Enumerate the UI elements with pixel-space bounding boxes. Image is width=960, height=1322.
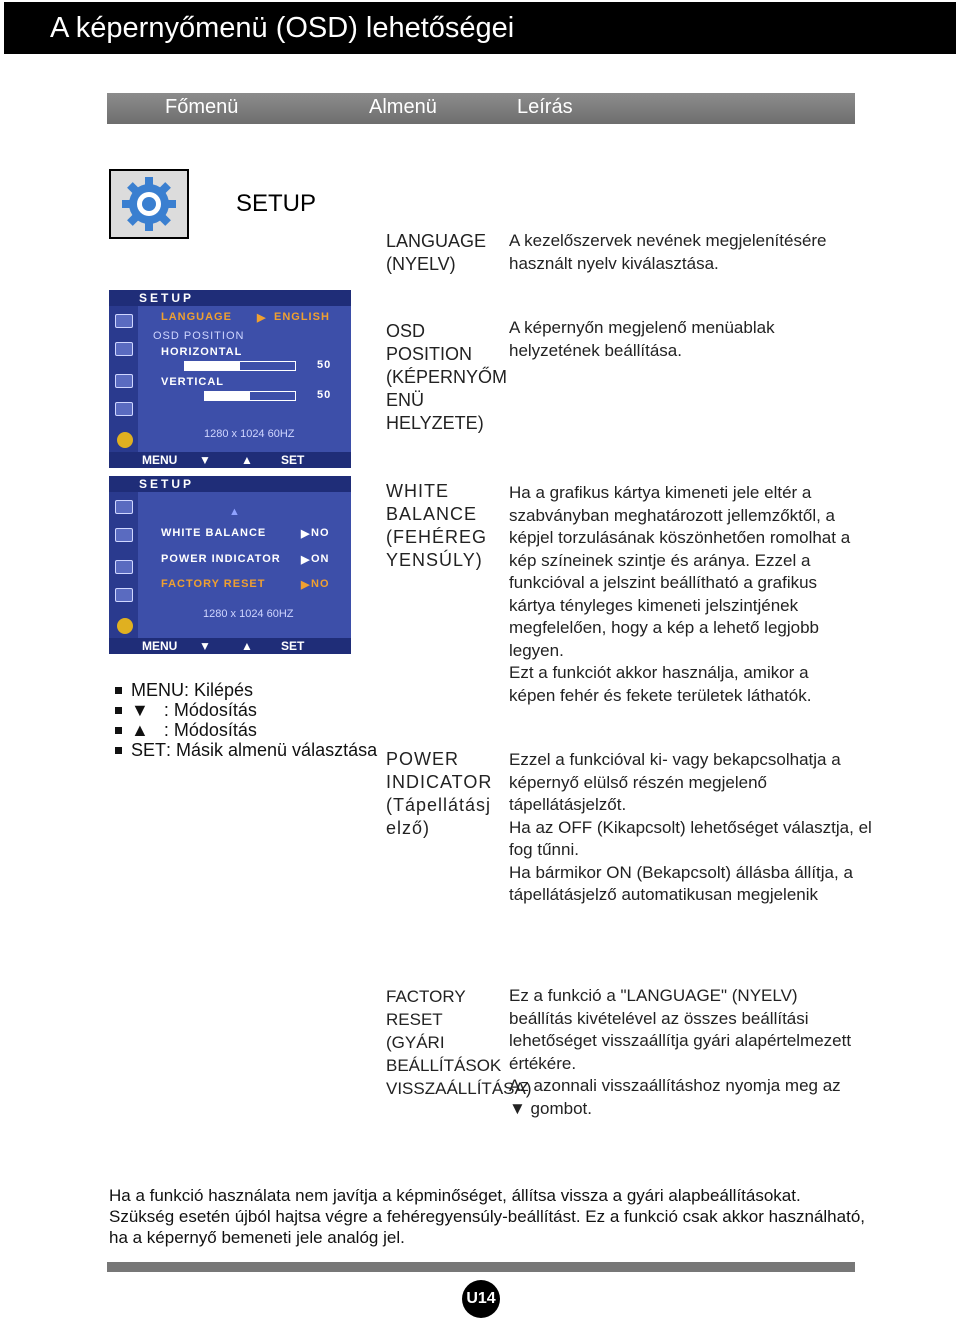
- key-legend: [115, 680, 377, 760]
- footer-bar: [107, 1262, 855, 1272]
- vertical-fill: [205, 392, 250, 400]
- input-icon: [115, 560, 133, 574]
- osd-language: LANGUAGE: [161, 311, 232, 323]
- page-title: A képernyőmenü (OSD) lehetőségei: [4, 2, 956, 54]
- down-arrow-icon: ▼: [199, 453, 211, 467]
- osd-title: SETUP: [139, 477, 195, 491]
- input-icon: [115, 374, 133, 388]
- legend-text: : Másik almenü választása: [166, 740, 378, 760]
- legend-text: : Kilépés: [184, 680, 254, 700]
- desc-osd-position: A képernyőn megjelenő menüablak helyzetének beállítása.: [509, 318, 775, 360]
- desc-language: A kezelőszervek nevének megjelenítésére használt nyelv kiválasztása.: [509, 231, 827, 273]
- setup-icon: [117, 432, 133, 448]
- desc-factory-reset: Ez a funkció a "LANGUAGE" (NYELV) beállítás kivételével az összes beállítási lehetőséget visszaállítja gyári alapértelmezett értékére. Az azonnali visszaállításhoz nyomja meg az ▼ gombot.: [509, 986, 852, 1118]
- osd-set-label: SET: [281, 453, 305, 467]
- osd-white-balance: WHITE BALANCE: [161, 527, 267, 539]
- vertical-value: 50: [317, 389, 332, 401]
- setup-title: SETUP: [236, 190, 317, 217]
- up-arrow-icon: ▲: [241, 453, 253, 467]
- osd-menu-label: MENU: [142, 639, 178, 653]
- submenu-language: LANGUAGE (NYELV): [386, 231, 487, 274]
- legend-key: ▼: [131, 700, 149, 720]
- page-number: U14: [462, 1280, 500, 1318]
- arrow-right-icon: ▶: [301, 528, 311, 540]
- horizontal-slider[interactable]: [184, 361, 296, 371]
- setup-gear-icon: [109, 169, 189, 239]
- legend-item: [115, 700, 377, 720]
- osd-menu-label: MENU: [142, 453, 178, 467]
- legend-text: : Módosítás: [148, 700, 257, 720]
- submenu-factory-reset: FACTORY RESET (GYÁRI BEÁLLÍTÁSOK VISSZAÁLLÍTÁSA): [386, 987, 532, 1098]
- arrow-right-icon: ▶: [257, 312, 267, 324]
- submenu-osd-position: OSD POSITION (KÉPERNYŐM ENÜ HELYZETE): [386, 321, 508, 433]
- osd-factory-reset: FACTORY RESET: [161, 578, 266, 590]
- factory-reset-value: NO: [311, 578, 330, 590]
- osd-language-value: ENGLISH: [274, 311, 330, 323]
- setup-icon: [117, 618, 133, 634]
- legend-key: SET: [131, 740, 167, 760]
- white-balance-value: NO: [311, 527, 330, 539]
- header-description: Leírás: [517, 96, 573, 118]
- osd-position: OSD POSITION: [153, 330, 245, 342]
- osd-resolution: 1280 x 1024 60HZ: [204, 428, 295, 440]
- up-arrow-icon: ▲: [241, 639, 253, 653]
- header-main-menu: Főmenü: [165, 96, 239, 118]
- down-arrow-icon: ▼: [199, 639, 211, 653]
- arrow-right-icon: ▶: [301, 579, 311, 591]
- submenu-power-indicator: POWER INDICATOR (Tápellátásj elző): [386, 749, 493, 838]
- up-arrow-icon: ▲: [229, 506, 241, 518]
- vertical-slider[interactable]: [204, 391, 296, 401]
- rgb-icon: [115, 342, 133, 356]
- legend-key: ▲: [131, 720, 149, 740]
- osd-vertical: VERTICAL: [161, 376, 224, 388]
- horizontal-fill: [185, 362, 240, 370]
- osd-title: SETUP: [139, 291, 195, 305]
- rgb-icon: [115, 528, 133, 542]
- osd-horizontal: HORIZONTAL: [161, 346, 243, 358]
- osd-resolution: 1280 x 1024 60HZ: [203, 608, 294, 620]
- adjust-icon: [115, 402, 133, 416]
- horizontal-value: 50: [317, 359, 332, 371]
- legend-item: [115, 740, 377, 760]
- legend-item: [115, 720, 377, 740]
- desc-white-balance: Ha a grafikus kártya kimeneti jele eltér a szabványban meghatározott jellemzőktől, a képjel torzulásának köszönhetően romolhat a kép színeinek szintje és aránya. Ezzel a funkcióval a jelszint beállítható a grafikus kártya tényleges kimeneti jelszintjének megfelelően, hogy a kép a lehető legjobb legyen. Ezt a funkciót akkor használja, amikor a képen fehér és fekete területek láthatók.: [509, 483, 851, 705]
- monitor-icon: [115, 500, 133, 514]
- header-submenu: Almenü: [369, 96, 437, 118]
- osd-panel-position: [109, 290, 351, 468]
- monitor-icon: [115, 314, 133, 328]
- power-indicator-value: ON: [311, 553, 330, 565]
- desc-power-indicator: Ezzel a funkcióval ki- vagy bekapcsolhatja a képernyő elülső részén megjelenő tápellátásjelzőt. Ha az OFF (Kikapcsolt) lehetőséget választja, el fog tűnni. Ha bármikor ON (Bekapcsolt) állásba állítja, a tápellátásjelző automatikusan megjelenik: [509, 750, 872, 904]
- adjust-icon: [115, 588, 133, 602]
- legend-item: [115, 680, 377, 700]
- legend-text: : Módosítás: [148, 720, 257, 740]
- column-header: [107, 93, 855, 124]
- submenu-white-balance: WHITE BALANCE (FEHÉREG YENSÚLY): [386, 481, 488, 570]
- osd-set-label: SET: [281, 639, 305, 653]
- footer-note: Ha a funkció használata nem javítja a képminőséget, állítsa vissza a gyári alapbeállításokat. Szükség esetén újból hajtsa végre a fehéregyensúly-beállítást. Ez a funkció csak akkor használható, ha a képernyő bemeneti jele analóg jel.: [109, 1186, 865, 1247]
- legend-key: MENU: [131, 680, 184, 700]
- osd-panel-setup: [109, 476, 351, 654]
- osd-power-indicator: POWER INDICATOR: [161, 553, 281, 565]
- arrow-right-icon: ▶: [301, 554, 311, 566]
